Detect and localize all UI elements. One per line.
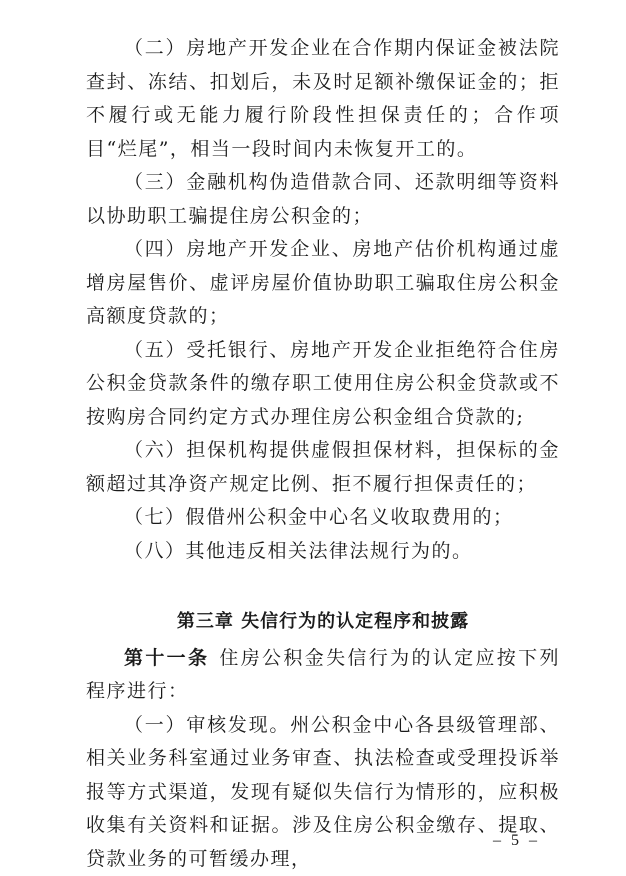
clause-6: （六）担保机构提供虚假担保材料，担保标的金额超过其净资产规定比例、拒不履行担保责任的； <box>86 434 560 501</box>
article-text: 住房公积金失信行为的认定应按下列程序进行： <box>86 647 560 703</box>
procedure-step-1: （一）审核发现。州公积金中心各县级管理部、相关业务科室通过业务审查、执法检查或受理投诉举报等方式渠道，发现有疑似失信行为情形的，应积极收集有关资料和证据。涉及住房公积金缴存、提取、贷款业务的可暂缓办理， <box>86 709 560 876</box>
clause-7: （七）假借州公积金中心名义收取费用的； <box>86 501 560 535</box>
body-text <box>86 32 560 876</box>
clause-3: （三）金融机构伪造借款合同、还款明细等资料以协助职工骗提住房公积金的； <box>86 166 560 233</box>
page-number: – 5 – <box>493 832 540 850</box>
article-label: 第十一条 <box>124 647 209 669</box>
article-11 <box>86 642 560 709</box>
clause-4: （四）房地产开发企业、房地产估价机构通过虚增房屋售价、虚评房屋价值协助职工骗取住房公积金高额度贷款的； <box>86 233 560 334</box>
clause-5: （五）受托银行、房地产开发企业拒绝符合住房公积金贷款条件的缴存职工使用住房公积金贷款或不按购房合同约定方式办理住房公积金组合贷款的; <box>86 334 560 435</box>
chapter-heading: 第三章 失信行为的认定程序和披露 <box>86 605 560 639</box>
clause-2: （二）房地产开发企业在合作期内保证金被法院查封、冻结、扣划后，未及时足额补缴保证金的；拒不履行或无能力履行阶段性担保责任的；合作项目“烂尾”，相当一段时间内未恢复开工的。 <box>86 32 560 166</box>
clause-8: （八）其他违反相关法律法规行为的。 <box>86 535 560 569</box>
